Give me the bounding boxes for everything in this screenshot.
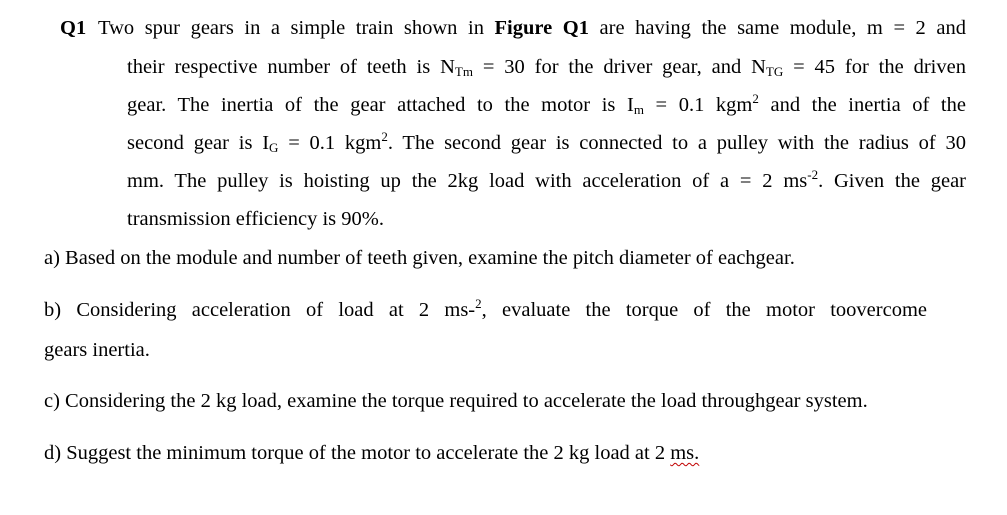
part-c: c) Considering the 2 kg load, examine the torque required to accelerate the load throughgear system.: [44, 390, 868, 412]
question-line-1: Two spur gears in a simple train shown in Figure Q1 are having the same module, m = 2 and: [98, 17, 966, 39]
part-b-line-2: gears inertia.: [44, 339, 150, 361]
spellcheck-flagged-word: ms.: [670, 442, 700, 464]
question-line-2: their respective number of teeth is $N_{Tm} = 30$ for the driver gear, and $N_{TG} = 45$ for the driven: [127, 56, 966, 79]
part-a: a) Based on the module and number of teeth given, examine the pitch diameter of eachgear.: [44, 247, 795, 269]
part-d: d) Suggest the minimum torque of the motor to accelerate the 2 kg load at 2 ms.: [44, 442, 700, 464]
question-line-6: transmission efficiency is 90%.: [127, 208, 384, 230]
question-number: Q1: [60, 17, 87, 39]
question-line-4: second gear is $I_G = 0.1$ kgm$^2$. The second gear is connected to a pulley with the radius of 30: [127, 129, 967, 155]
part-b-line-1: b) Considering acceleration of load at 2 ms-$^2$, evaluate the torque of the motor toovercome: [44, 296, 927, 321]
question-line-3: gear. The inertia of the gear attached to the motor is $I_m = 0.1$ kgm$^2$ and the inertia of the: [127, 91, 966, 117]
figure-reference: Figure Q1: [494, 17, 589, 39]
question-line-5: mm. The pulley is hoisting up the 2kg load with acceleration of a = 2 $ms^{-2}$. Given the gear: [127, 167, 966, 192]
